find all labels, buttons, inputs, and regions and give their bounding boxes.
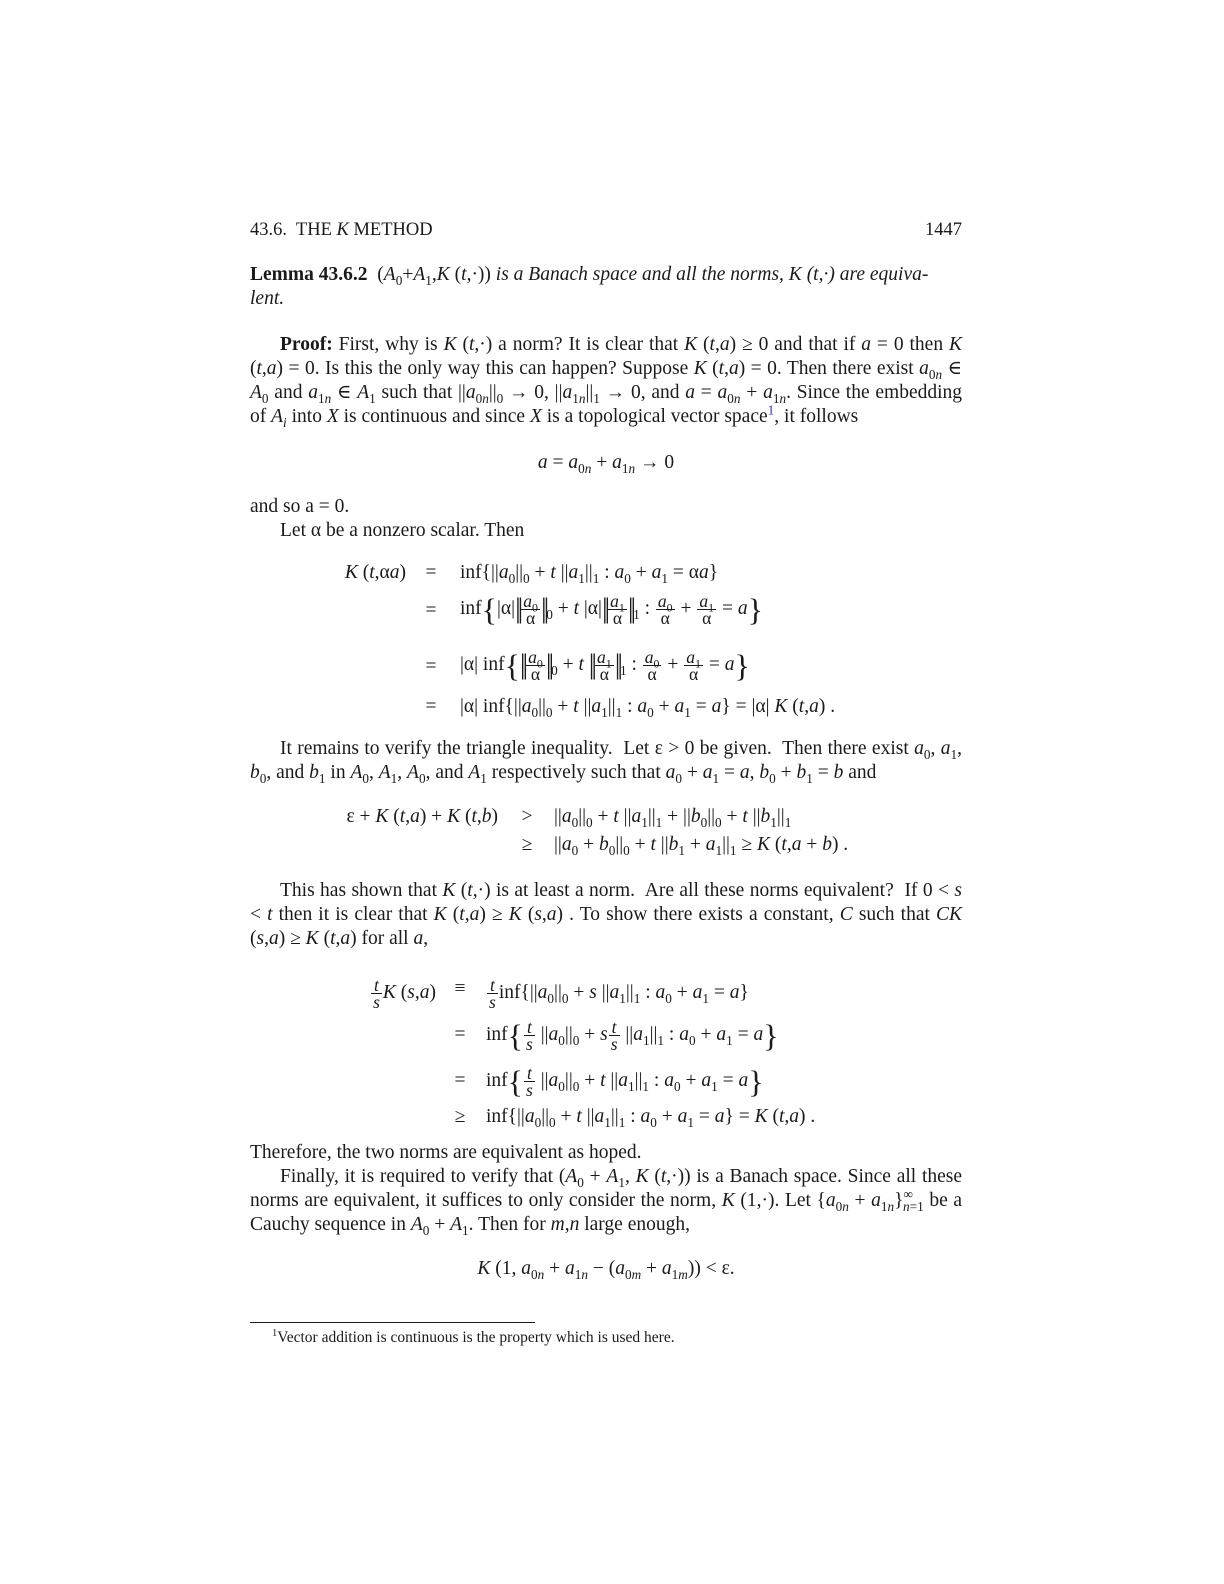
banach-paragraph: Finally, it is required to verify that ($A_0 + A_1$, K (t,·)) is a Banach space. Since all these norms are equivalent, it suffices to only consider the norm, K (1,·). Let $\{a_{0n} + a_{1n}\}^\infty_{n=1}$ be a Cauchy sequence in $A_0 + A_1$. Then for m,n large enough, <box>250 1166 963 1238</box>
eq-line-4: |α| $inf\{||a_0||_0 + t$ $||a_1||_1$ : $a_0 + a_1 = a\} = |\alpha|$ K (t,a) . <box>460 696 836 720</box>
let-alpha: Let α be a nonzero scalar. Then <box>280 520 525 541</box>
footnote-ref[interactable]: 1 <box>767 402 775 418</box>
conclusion-line-1: Therefore, the two norms are equivalent as hoped. <box>250 1142 642 1163</box>
eq-line-1: $inf\{||a_0||_0 + t$ $||a_1||_1$ : $a_0 + a_1 = \alpha a$} <box>460 562 719 586</box>
eq-line-3: |α| inf{|| $\frac{a_0}{\alpha}$ $||_0 + t$ || $\frac{a_1}{\alpha}$ $||_1$ : $\frac{a_0}{\alpha}$ + $\frac{a_1}{\alpha}$ = a} <box>460 647 750 684</box>
homogeneity-equations: K (t,αa) = $inf\{||a_0||_0 + t$ $||a_1||_1$ : $a_0 + a_1 = \alpha a$} = inf{|α||| $\frac{a_0}{\alpha}$ $||_0 + t$ |α||| $\frac{a_1}{\alpha}$ $||_1$ : $\frac{a_0}{\alpha}$ + $\frac{a_1}{\alpha}$ = a} = |α| inf{|| $\frac{a_0}{\alpha}$ $||_0 + t$ || $\frac{a_1}{\alpha}$ $||_1$ : $\frac{a_0}{\alpha}$ + $\frac{a_1}{\alpha}$ = a} = |α| $inf\{||a_0||_0 + t$ $||a_1||_1$ : $a_0 + a_1 = a\} = |\alpha|$ K (t,a) . <box>250 553 962 717</box>
proof-paragraph-1: Proof: First, why is K (t,·) a norm? It is clear that K (t,a) ≥ 0 and that if a = 0 then K (t,a) = 0. Is this the only way this can happen? Suppose K (t,a) = 0. Then there exist $a_{0n}$ ∈ $A_0$ and $a_{1n}$ ∈ $A_1$ such that $||a_{0n}||_0 \to 0$, $||a_{1n}||_1 \to 0$, and $a = a_{0n} + a_{1n}$. Since the embedding of $A_i$ into X is continuous and since X is a topological vector space$^1$, it follows <box>250 334 963 430</box>
page-body <box>250 218 963 1346</box>
section-title: 43.6. THE K METHOD <box>250 220 433 240</box>
eq-lhs: K (t,αa) <box>344 562 406 583</box>
lemma-statement: Lemma 43.6.2 ($A_0+A_1,K$ (t,·)) is a Banach space and all the norms, K (t,·) are equiva- lent. <box>250 264 929 309</box>
triangle-equations: ε + K (t,a) + K (t,b) > $||a_0||_0 + t$ $||a_1||_1 + ||b_0||_0 + t$ $||b_1||_1$ ≥ $||a_0 + b_0||_0 + t$ $||b_1 + a_1||_1 \ge K$ (t,a + b) . <box>346 806 849 858</box>
equivalence-paragraph: This has shown that K (t,·) is at least a norm. Are all these norms equivalent? If 0 < s < t then it is clear that K (t,a) ≥ K (s,a) . To show there exists a constant, C such that CK (s,a) ≥ K (t,a) for all a, <box>250 880 963 949</box>
page-number: 1447 <box>925 220 962 240</box>
lemma-label: Lemma 43.6.2 <box>250 264 368 285</box>
lemma-text: is a Banach space and all the norms, K (t,·) are equiva- <box>495 264 929 285</box>
cauchy-equation: K (1, $a_{0n} + a_{1n} - (a_{0m} + a_{1m})) < \varepsilon$. <box>477 1258 735 1282</box>
eq-line-2: inf{|α||| $\frac{a_0}{\alpha}$ $||_0 + t$ |α||| $\frac{a_1}{\alpha}$ $||_1$ : $\frac{a_0}{\alpha}$ + $\frac{a_1}{\alpha}$ = a} <box>460 591 763 628</box>
after-limit: and so a = 0. <box>250 496 350 517</box>
lemma-text-2: lent. <box>250 288 285 309</box>
running-header <box>250 218 962 246</box>
equivalence-equations: $\frac{t}{s}$ K (s,a) ≡ $\frac{t}{s}$ $inf\{||a_0||_0 + s$ $||a_1||_1$ : $a_0 + a_1 = a$} = inf{ $\frac{t}{s}$ $||a_0||_0 + s$ $\frac{t}{s}$ $||a_1||_1$ : $a_0 + a_1 = a$} = inf{ $\frac{t}{s}$ $||a_0||_0 + t$ $||a_1||_1$ : $a_0 + a_1 = a$} ≥ $inf\{||a_0||_0 + t$ $||a_1||_1$ : $a_0 + a_1 = a\} = K$ (t,a) . <box>373 975 816 1130</box>
footnote-mark: 1 <box>272 1327 278 1339</box>
footnote <box>272 1326 675 1350</box>
proof-label: Proof: <box>280 334 333 355</box>
triangle-paragraph: It remains to verify the triangle inequality. Let ε > 0 be given. Then there exist $a_0$, $a_1$, $b_0$, and $b_1$ in $A_0$, $A_1$, $A_0$, and $A_1$ respectively such that $a_0 + a_1 = a$, $b_0 + b_1 = b$ and <box>250 738 962 786</box>
footnote-rule <box>250 1322 535 1323</box>
equation-limit: $a = a_{0n} + a_{1n} \to 0$ <box>537 452 675 476</box>
footnote-text: Vector addition is continuous is the property which is used here. <box>277 1329 675 1346</box>
